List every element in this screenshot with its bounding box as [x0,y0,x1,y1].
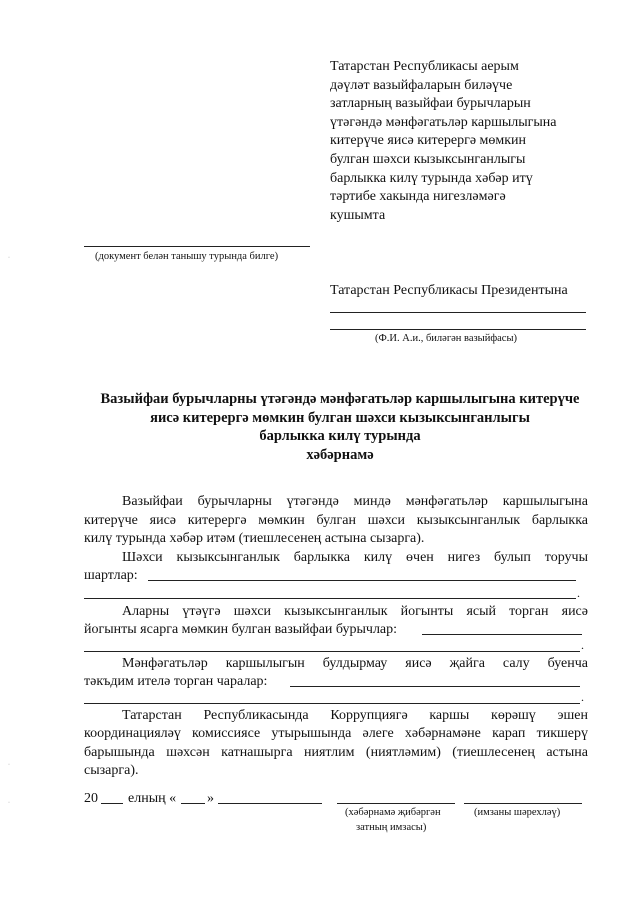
title-line: барлыкка килү турында [259,428,421,444]
header-line: китерүче яисә китерергә мөмкин [330,133,527,149]
date-year-line [101,803,123,804]
p2-fill-line-2 [84,598,576,599]
recipient-title: Татарстан Республикасы Президентына [330,283,568,298]
date-day-line [181,803,205,804]
p3-fill-line-2 [84,651,580,652]
p5-line: координацияләү комиссиясе утырышында әлеге хәбәрнамәне карап тикшерү [84,726,588,741]
p2-fill-line [148,580,576,581]
p2-label: шартлар: [84,568,138,583]
appendix-header [330,58,590,225]
sender-caption: (хәбәрнамә җибәргән [345,807,441,818]
period: . [577,586,580,600]
date-year-suffix: елның « [128,791,177,806]
p2-line: Шәхси кызыксынганлык барлыкка килү өчен нигез булып торучы [122,550,588,565]
p1-line: килү турында хәбәр итәм (тиешлесенең астына сызарга). [84,531,425,546]
p3-line: Аларны үтәүгә шәхси кызыксынганлык йогынты ясый торган яисә [122,604,588,619]
p5-line: Татарстан Республикасында Коррупциягә каршы көрәшү эшен [122,708,588,723]
p4-line: Мәнфәгатьләр каршылыгын булдырмау яисә җайга салу буенча [122,656,588,671]
period: . [581,690,584,704]
header-line: булган шәхси кызыксынганлыгы [330,151,526,167]
period: . [581,638,584,652]
header-line: Татарстан Республикасы аерым [330,59,519,74]
date-month-line [218,803,322,804]
header-line: дәүләт вазыйфаларын биләүче [330,77,513,93]
signature-decoding-line [464,803,582,804]
scan-speck: · [8,800,10,806]
scan-speck: · [8,762,10,768]
header-line: тәртибе хакында нигезләмәгә [330,189,506,205]
scan-speck: · [8,255,10,261]
title-line: яисә китерергә мөмкин булган шәхси кызыксынганлыгы [150,409,530,426]
header-line: кушымта [330,207,386,223]
p3-fill-line [422,634,582,635]
p4-label: тәкъдим ителә торган чаралар: [84,674,268,689]
p5-line: барышында шәхсән катнашырга ниятлим (ниятләмим) (тиешлесенең астына [84,745,588,760]
header-line: затларның вазыйфаи бурычларын [330,96,531,112]
p4-fill-line-2 [84,703,580,704]
title-line: хәбәрнамә [306,446,374,463]
signature-caption: (имзаны шәрехләү) [474,807,561,818]
ack-caption: (документ белән танышу турында билге) [95,251,279,262]
sender-signature-line [337,803,455,804]
p1-line: китерүче яисә китерергә мөмкин булган шәхси кызыксынганлык барлыкка [84,513,588,528]
p5-line: сызарга). [84,763,139,778]
recipient-line-1 [330,312,586,313]
document-title [60,390,620,464]
title-line: Вазыйфаи бурычларны үтәгәндә мәнфәгатьләр каршылыгына китерүче [100,391,580,407]
p1-line: Вазыйфаи бурычларны үтәгәндә миндә мәнфәгатьләр каршылыгына [122,494,588,509]
recipient-caption: (Ф.И. А.и., биләгән вазыйфасы) [375,333,518,344]
sender-caption: затның имзасы) [356,822,427,833]
header-line: үтәгәндә мәнфәгатьләр каршылыгына [330,114,557,130]
recipient-line-2 [330,329,586,330]
p3-label: йогынты ясарга мөмкин булган вазыйфаи бурычлар: [84,622,398,637]
date-year-prefix: 20 [84,791,98,806]
date-quote-close: » [207,791,214,806]
p4-fill-line [290,686,580,687]
ack-signature-line [84,246,310,247]
header-line: барлыкка килү турында хәбәр итү [330,170,533,186]
